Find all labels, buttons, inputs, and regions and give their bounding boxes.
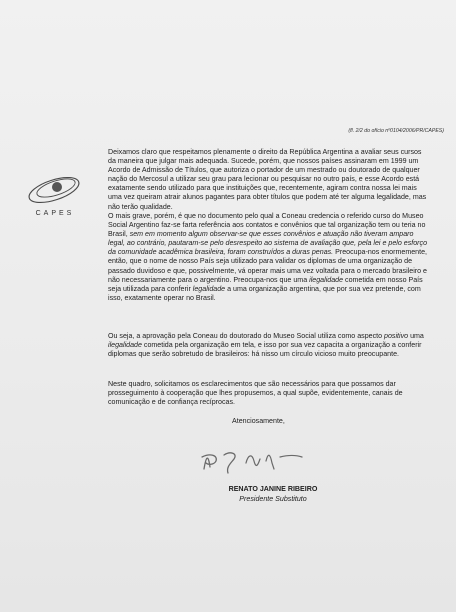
paragraph-3-emphasis: positivo [384, 332, 409, 340]
capes-logo-emblem-icon [24, 166, 88, 210]
paragraph-1: Deixamos claro que respeitamos plenamente o direito da República Argentina a avaliar seus cursos da maneira que julgar mais adequada. Sucede, porém, que nossos países assinaram em 1999 um Acordo de Admissão de Títulos, que autoriza o portador de um mestrado ou doutorado de qualquer nação do Mercosul a utilizar seu grau para lecionar ou pesquisar no outro país, e esse Acordo está exatamente sendo utilizado para que instituições que, recentemente, agiram contra nossa lei mais uma vez queiram atrair alunos pagantes para obter títulos que podem até ter alguma legalidade, mas não terão qualidade. [108, 148, 427, 211]
closing-salutation: Atenciosamente, [232, 417, 285, 425]
signer-name: RENATO JANINE RIBEIRO [228, 485, 318, 493]
handwritten-signature [196, 443, 306, 477]
paragraph-3 [108, 332, 430, 359]
paragraph-4: Neste quadro, solicitamos os esclarecimentos que são necessários para que possamos dar prosseguimento à cooperação que lhes propusemos, a qual supõe, evidentemente, canais de comunicação e de confiança recíprocas. [108, 380, 403, 407]
paragraph-2-text: cometida em nosso País seja utilizada para conferir [108, 275, 423, 293]
capes-logo [24, 166, 88, 226]
paragraph-3-emphasis: ilegalidade [108, 341, 142, 350]
paragraph-3-text: cometida pela organização em tela, e isso por sua vez capacita a organização a conferir diplomas que serão sobretudo de brasileiros: há nisso um círculo vicioso muito preocupante. [108, 341, 422, 359]
page-reference: (fl. 2/2 do ofício nº0104/2006/PR/CAPES) [348, 128, 444, 134]
signer-title: Presidente Substituto [239, 495, 307, 503]
paragraph-2-text: O mais grave, porém, é que no documento pelo qual a Coneau credencia o referido curso do Museo Social Argentino faz-se farta referência aos contatos e convênios que tal organização tem ou teria no Brasil, [108, 212, 426, 239]
paragraph-2 [108, 212, 430, 303]
paragraph-3-text: Ou seja, a aprovação pela Coneau do doutorado do Museo Social utiliza como aspecto [108, 332, 385, 340]
paragraph-2-emphasis: ilegalidade [309, 275, 344, 284]
logo-wordmark: CAPES [35, 210, 75, 217]
paragraph-2-text: a uma organização argentina, que por sua vez pretende, com isso, exatamente operar no Brasil. [108, 284, 421, 302]
paragraph-2-emphasis: legalidade [192, 284, 226, 293]
paragraph-2-text: Preocupa-nos enormemente, então, que o nome de nosso País seja utilizado para validar os diplomas de uma organização de passado duvidoso e que, possivelmente, vá operar mais uma vez voltada para o mercado brasileiro e não necessariamente para o argentino. Preocupa-nos que uma [108, 248, 428, 284]
paragraph-3-text: uma [408, 332, 424, 340]
paragraph-2-emphasis: sem em momento algum observar-se que esses convênios e atuação não tiveram amparo legal, ao contrário, pautaram-se pelo desrespeito ao sistema de avaliação que, pela lei e pelo esforço da comunidade acadêmica brasileira, foram construídos a duras penas. [108, 230, 428, 257]
